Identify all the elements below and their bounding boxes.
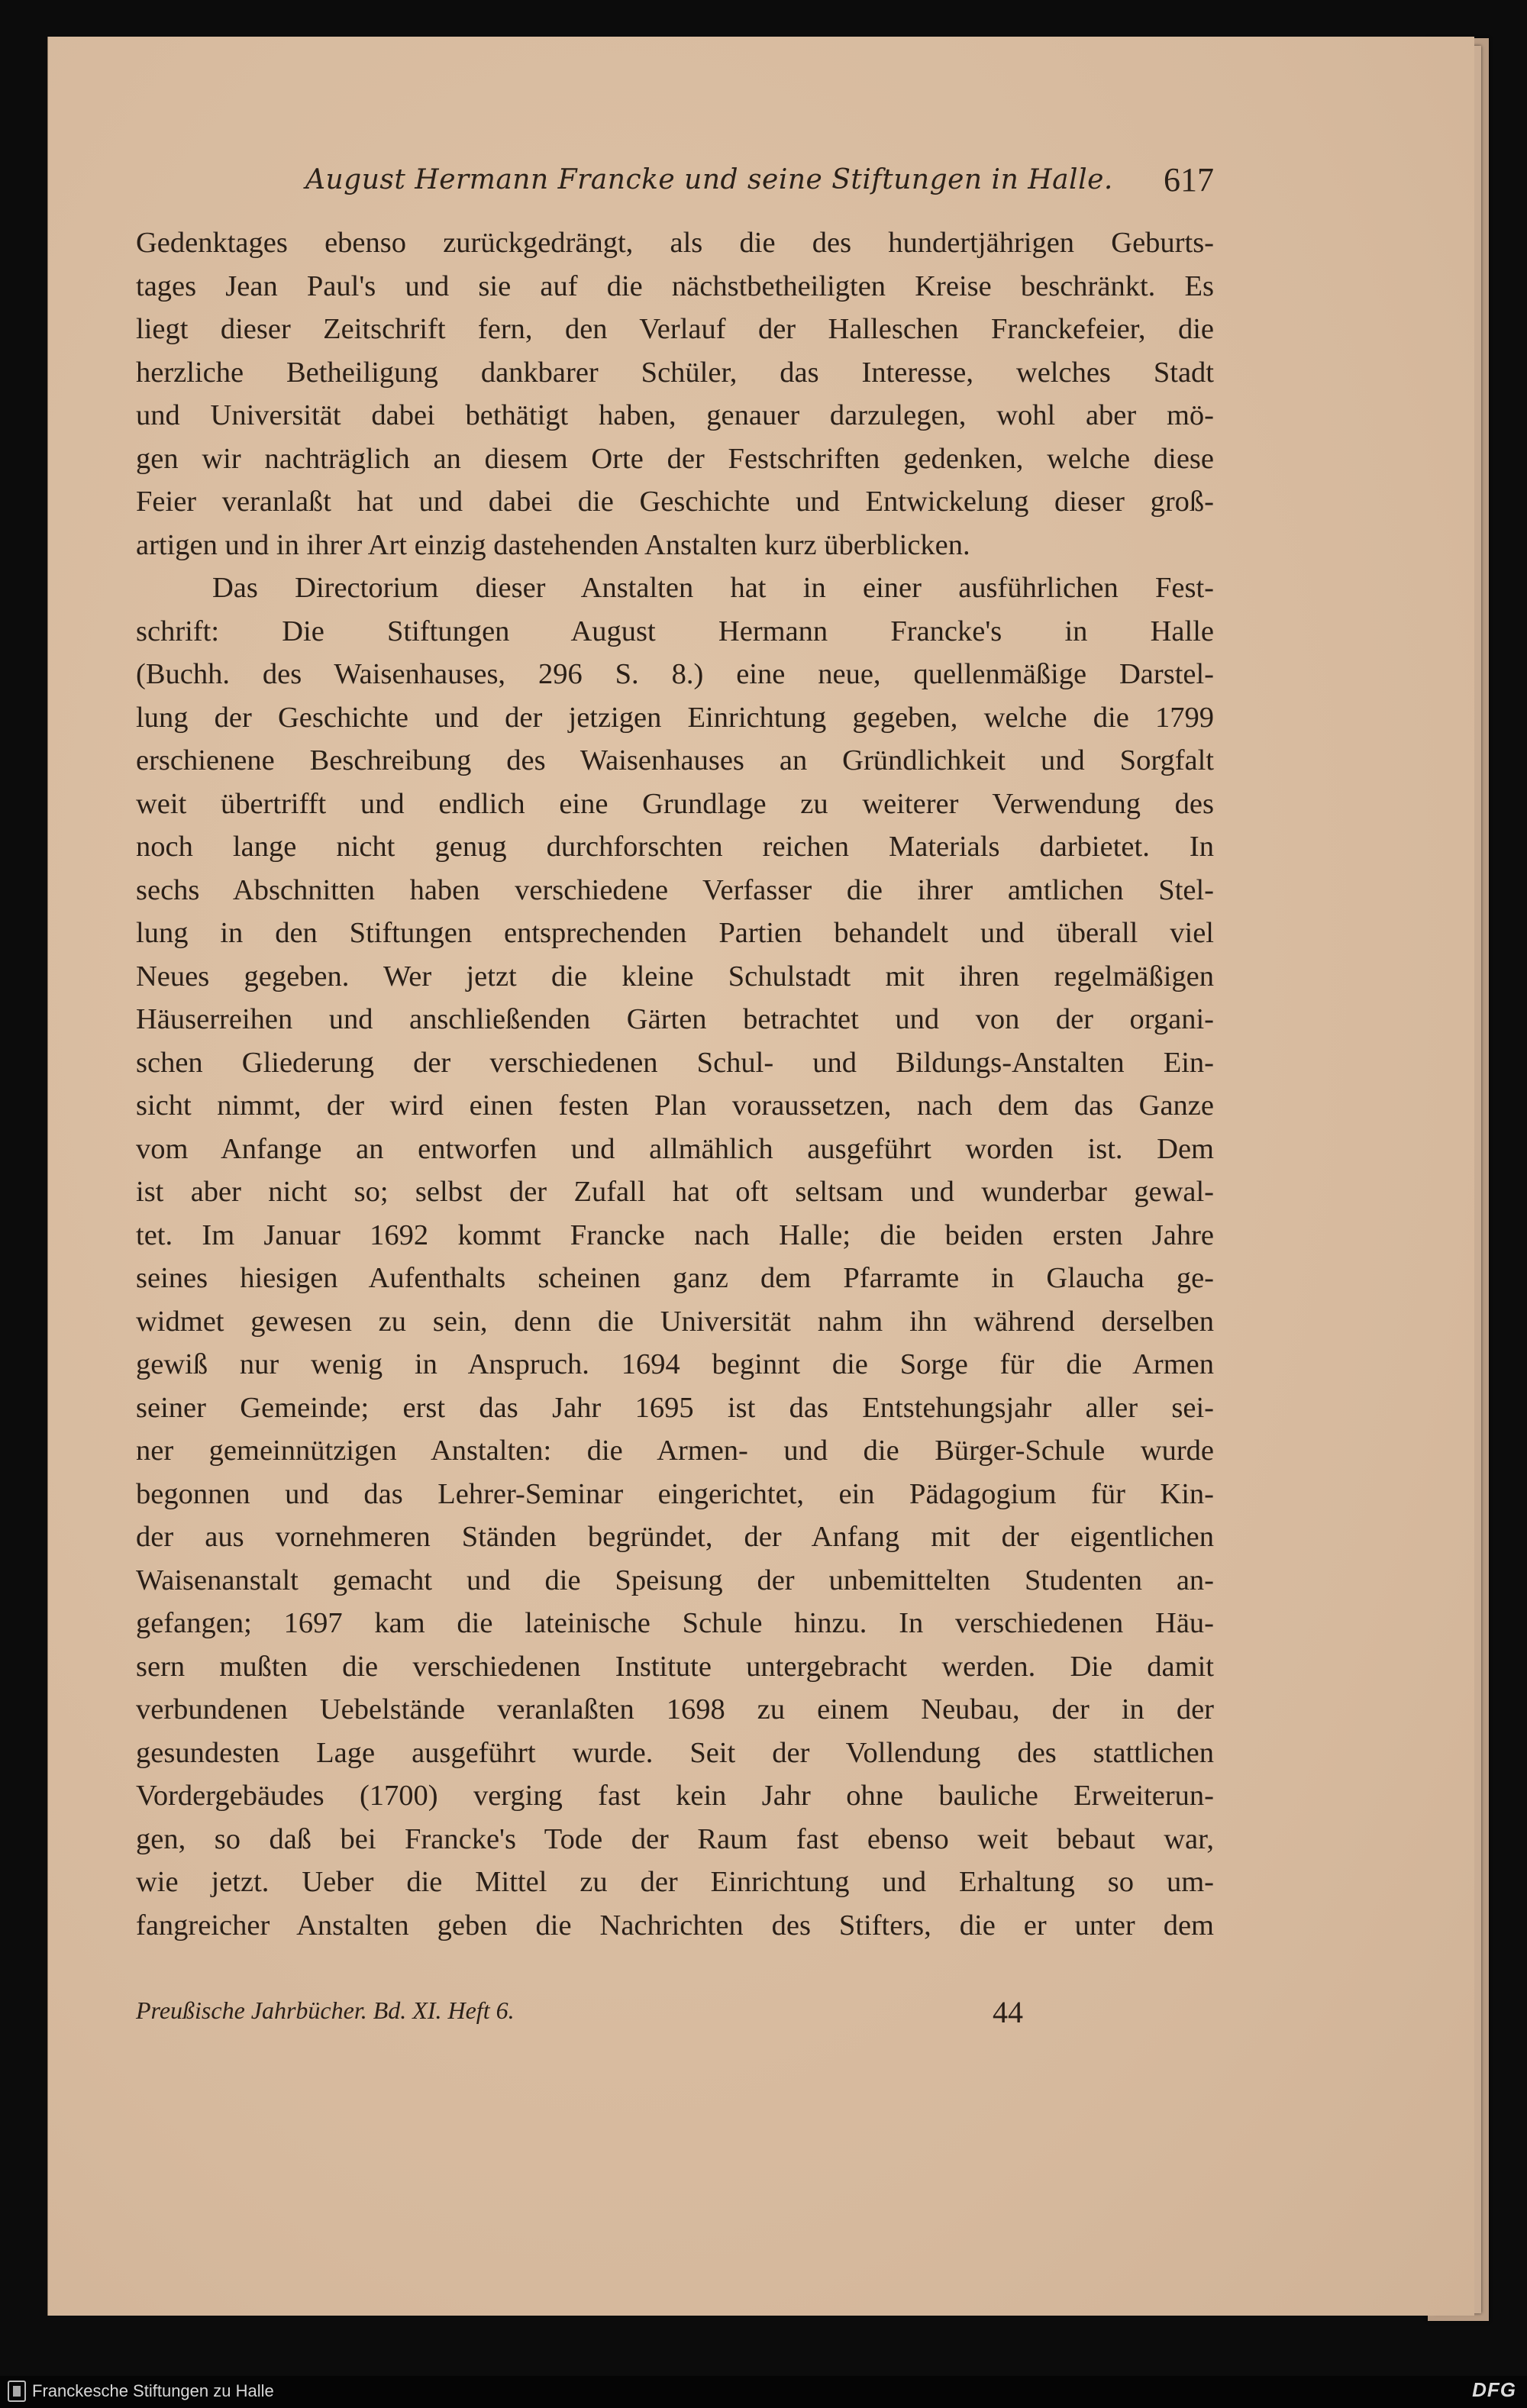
text-line: sechs Abschnitten haben verschiedene Verfasser die ihrer amtlichen Stel- [136, 873, 1214, 906]
text-line: Waisenanstalt gemacht und die Speisung der unbemittelten Studenten an- [136, 1564, 1214, 1596]
text-line: sicht nimmt, der wird einen festen Plan voraussetzen, nach dem das Ganze [136, 1089, 1214, 1122]
text-line: begonnen und das Lehrer-Seminar eingerichtet, ein Pädagogium für Kin- [136, 1477, 1214, 1510]
text-line: Neues gegeben. Wer jetzt die kleine Schulstadt mit ihren regelmäßigen [136, 960, 1214, 993]
text-line: artigen und in ihrer Art einzig dastehenden Anstalten kurz überblicken. [136, 528, 970, 561]
text-line: tet. Im Januar 1692 kommt Francke nach Halle; die beiden ersten Jahre [136, 1219, 1214, 1251]
text-line: weit übertrifft und endlich eine Grundlage zu weiterer Verwendung des [136, 787, 1214, 820]
text-line: wie jetzt. Ueber die Mittel zu der Einrichtung und Erhaltung so um- [136, 1866, 1214, 1898]
text-line: Das Directorium dieser Anstalten hat in einer ausführlichen Fest- [212, 572, 1214, 604]
text-line: vom Anfange an entworfen und allmählich ausgeführt worden ist. Dem [136, 1132, 1214, 1165]
body-text [136, 221, 1214, 1947]
text-line: tages Jean Paul's und sie auf die nächstbetheiligten Kreise beschränkt. Es [136, 270, 1214, 302]
text-line: lung in den Stiftungen entsprechenden Partien behandelt und überall viel [136, 917, 1214, 949]
text-line: verbundenen Uebelstände veranlaßten 1698 zu einem Neubau, der in der [136, 1693, 1214, 1725]
text-line: Gedenktages ebenso zurückgedrängt, als die des hundertjährigen Geburts- [136, 227, 1214, 259]
text-line: widmet gewesen zu sein, denn die Universität nahm ihn während derselben [136, 1305, 1214, 1338]
text-line: ist aber nicht so; selbst der Zufall hat oft seltsam und wunderbar gewal- [136, 1176, 1214, 1208]
signature-mark: 44 [993, 1995, 1023, 2029]
text-line: Vordergebäudes (1700) verging fast kein Jahr ohne bauliche Erweiterun- [136, 1780, 1214, 1812]
page-number: 617 [1164, 161, 1214, 199]
text-line: und Universität dabei bethätigt haben, genauer darzulegen, wohl aber mö- [136, 399, 1214, 431]
text-line: der aus vornehmeren Ständen begründet, der Anfang mit der eigentlichen [136, 1521, 1214, 1553]
text-line: sern mußten die verschiedenen Institute untergebracht werden. Die damit [136, 1650, 1214, 1683]
text-line: schen Gliederung der verschiedenen Schul- und Bildungs-Anstalten Ein- [136, 1046, 1214, 1079]
running-title: August Hermann Francke und seine Stiftungen in Halle. [305, 164, 1113, 195]
text-line: seiner Gemeinde; erst das Jahr 1695 ist das Entstehungsjahr aller sei- [136, 1391, 1214, 1424]
text-line: gewiß nur wenig in Anspruch. 1694 beginnt die Sorge für die Armen [136, 1348, 1214, 1380]
text-line: seines hiesigen Aufenthalts scheinen ganz dem Pfarramte in Glaucha ge- [136, 1262, 1214, 1294]
text-line: fangreicher Anstalten geben die Nachrichten des Stifters, die er unter dem [136, 1909, 1214, 1942]
text-line: Feier veranlaßt hat und dabei die Geschichte und Entwickelung dieser groß- [136, 486, 1214, 518]
text-line: herzliche Betheiligung dankbarer Schüler, das Interesse, welches Stadt [136, 356, 1214, 389]
text-line: gen wir nachträglich an diesem Orte der Festschriften gedenken, welche diese [136, 442, 1214, 475]
institution-name: Franckesche Stiftungen zu Halle [32, 2381, 274, 2400]
text-line: gesundesten Lage ausgeführt wurde. Seit der Vollendung des stattlichen [136, 1736, 1214, 1769]
text-line: schrift: Die Stiftungen August Hermann Francke's in Halle [136, 615, 1214, 647]
institution-seal-icon [8, 2381, 26, 2402]
text-line: ner gemeinnützigen Anstalten: die Armen- und die Bürger-Schule wurde [136, 1435, 1214, 1467]
text-line: noch lange nicht genug durchforschten reichen Materials darbietet. In [136, 831, 1214, 863]
text-line: gefangen; 1697 kam die lateinische Schule hinzu. In verschiedenen Häu- [136, 1607, 1214, 1639]
dfg-logo: DFG [1472, 2378, 1516, 2401]
text-line: lung der Geschichte und der jetzigen Einrichtung gegeben, welche die 1799 [136, 701, 1214, 734]
text-line: erschienene Beschreibung des Waisenhauses an Gründlichkeit und Sorgfalt [136, 744, 1214, 776]
text-line: liegt dieser Zeitschrift fern, den Verlauf der Halleschen Franckefeier, die [136, 313, 1214, 345]
text-line: gen, so daß bei Francke's Tode der Raum fast ebenso weit bebaut war, [136, 1822, 1214, 1855]
text-line: Häuserreihen und anschließenden Gärten betrachtet und von der organi- [136, 1003, 1214, 1035]
text-line: (Buchh. des Waisenhauses, 296 S. 8.) eine neue, quellenmäßige Darstel- [136, 658, 1214, 690]
journal-footer: Preußische Jahrbücher. Bd. XI. Heft 6. [136, 1996, 515, 2024]
